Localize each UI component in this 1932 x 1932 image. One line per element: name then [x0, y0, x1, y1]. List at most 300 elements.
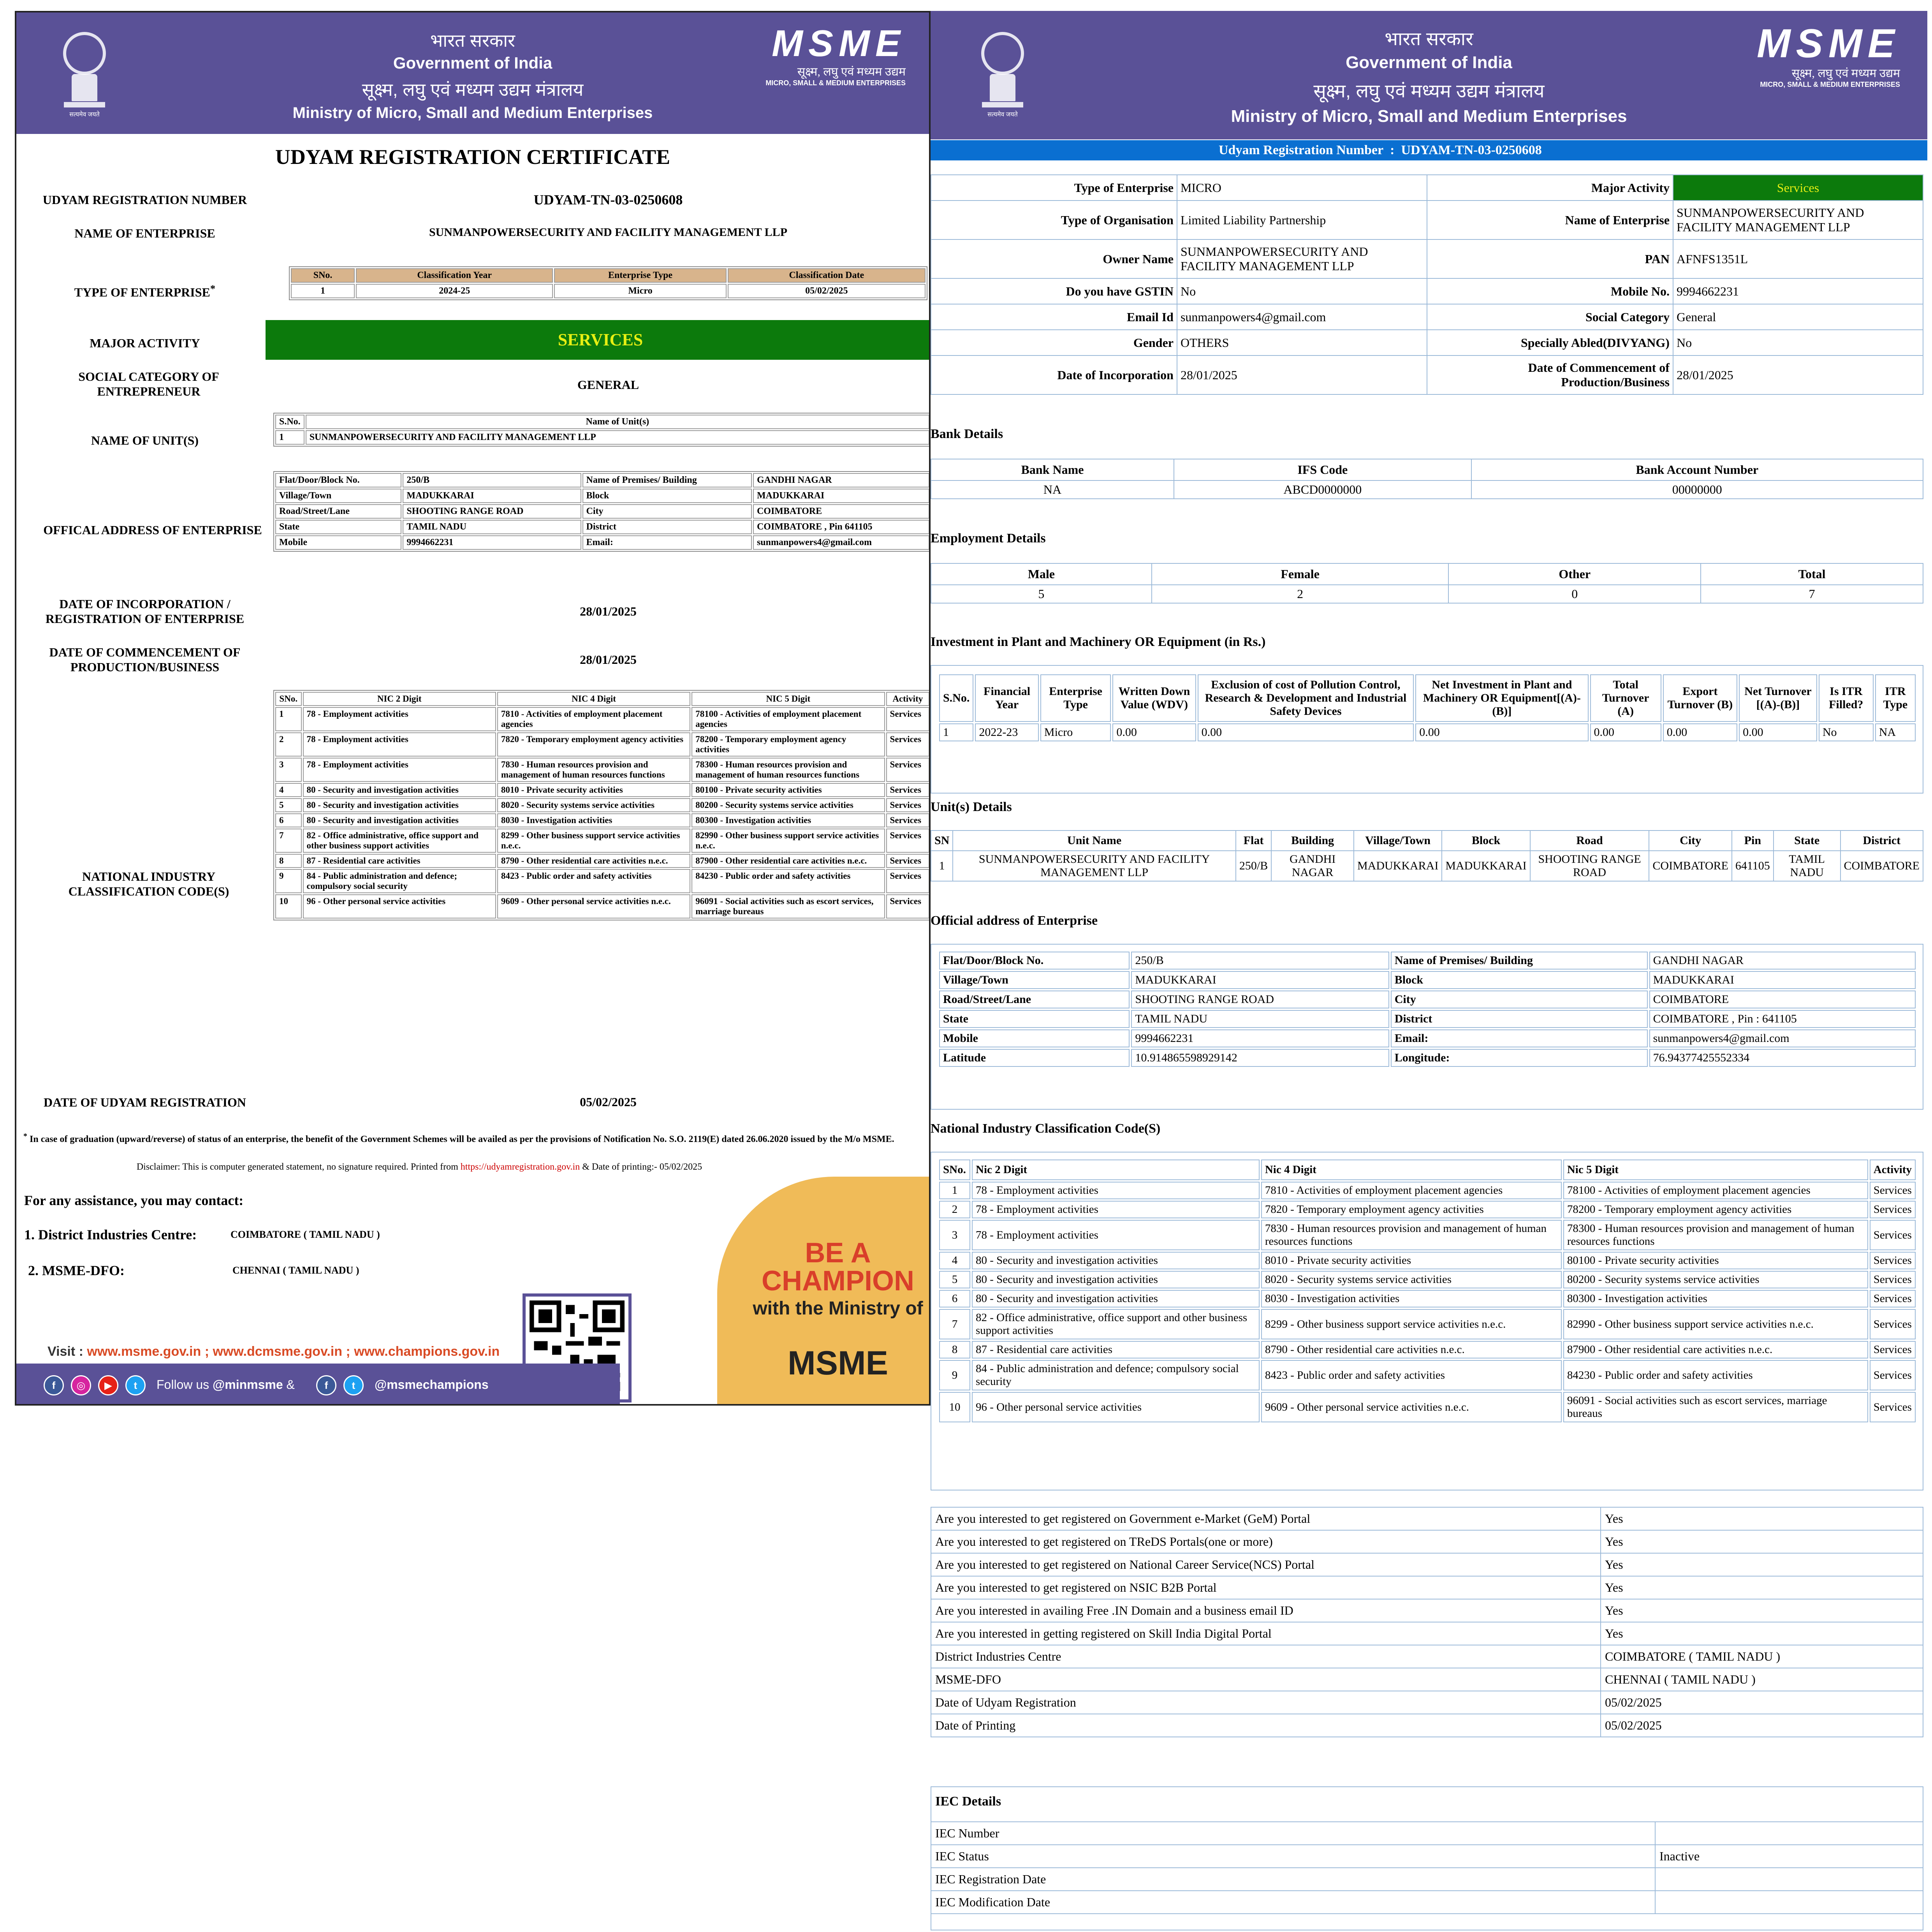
official-address-table-right — [938, 950, 1917, 1068]
unit-header: Village/Town — [1354, 831, 1442, 851]
nic-cell: 78300 - Human resources provision and management of human resources functions — [692, 758, 885, 782]
nic-cell: 4 — [275, 783, 302, 797]
investment-header: Net Turnover [(A)-(B)] — [1739, 674, 1817, 722]
handle-msmechampions[interactable]: @msmechampions — [375, 1378, 489, 1392]
address-value: MADUKKARAI — [753, 489, 929, 503]
nic-cell: 80200 - Security systems service activities — [692, 798, 885, 812]
unit-cell: TAMIL NADU — [1774, 851, 1841, 881]
info-value: Yes — [1601, 1530, 1923, 1553]
nic-cell: 78300 - Human resources provision and management of human resources functions — [1563, 1220, 1868, 1250]
employment-details-title: Employment Details — [931, 531, 1046, 545]
bank-row — [931, 480, 1923, 499]
nic-cell: 8299 - Other business support service activities n.e.c. — [497, 829, 690, 853]
profile-label: Type of Organisation — [931, 201, 1177, 239]
follow-amp: & — [286, 1378, 295, 1392]
nic-cell: 82990 - Other business support service activities n.e.c. — [1563, 1309, 1868, 1339]
nic-cell: 78200 - Temporary employment agency activities — [1563, 1201, 1868, 1218]
label-reg-number: UDYAM REGISTRATION NUMBER — [42, 193, 247, 207]
bank-cell: 00000000 — [1471, 480, 1923, 499]
investment-header: ITR Type — [1875, 674, 1916, 722]
nic-cell: 78 - Employment activities — [303, 732, 496, 757]
info-value: CHENNAI ( TAMIL NADU ) — [1601, 1668, 1923, 1691]
unit-names-table — [273, 413, 931, 447]
unit-row — [931, 851, 1923, 881]
label-incorporation: DATE OF INCORPORATION / REGISTRATION OF ENTERPRISE — [45, 597, 245, 626]
address-value: TAMIL NADU — [1131, 1010, 1389, 1028]
udyam-portal-link[interactable]: https://udyamregistration.gov.in — [460, 1162, 580, 1172]
address-label: Village/Town — [275, 489, 401, 503]
champion-headline: BE A CHAMPION — [762, 1237, 914, 1297]
nic-cell: 80100 - Private security activities — [692, 783, 885, 797]
nic-cell: 8030 - Investigation activities — [497, 813, 690, 827]
profile-value: AFNFS1351L — [1673, 239, 1923, 278]
nic-cell: Services — [886, 758, 929, 782]
label-official-address: OFFICAL ADDRESS OF ENTERPRISE — [43, 523, 262, 537]
print-date: & Date of printing:- 05/02/2025 — [582, 1162, 702, 1172]
nic-cell: 82 - Office administrative, office support and other business support activities — [303, 829, 496, 853]
nic-cell: 78 - Employment activities — [972, 1201, 1260, 1218]
registration-number-bar — [931, 140, 1927, 160]
unit-cell: MADUKKARAI — [1354, 851, 1442, 881]
reg-bar-sep: : — [1390, 143, 1395, 157]
msme-websites[interactable]: www.msme.gov.in ; www.dcmsme.gov.in ; www.champions.gov.in — [87, 1344, 500, 1359]
value-reg-number: UDYAM-TN-03-0250608 — [533, 192, 683, 208]
nic-row — [275, 813, 929, 827]
profile-value: No — [1177, 278, 1427, 304]
address-value: MADUKKARAI — [403, 489, 581, 503]
nic-cell: 7820 - Temporary employment agency activities — [1261, 1201, 1562, 1218]
nic-row — [275, 783, 929, 797]
info-value — [1655, 1868, 1923, 1891]
nic-cell: 96 - Other personal service activities — [303, 894, 496, 918]
address-label: Road/Street/Lane — [939, 991, 1130, 1008]
bank-header: Bank Name — [931, 459, 1174, 480]
champion-msme: MSME — [788, 1344, 888, 1382]
profile-row — [931, 330, 1923, 355]
banner-english-ministry: Ministry of Micro, Small and Medium Enterprises — [1231, 107, 1627, 126]
info-label: Are you interested to get registered on TReDS Portals(one or more) — [931, 1530, 1601, 1553]
unit-cell: 1 — [275, 430, 304, 445]
employment-cell: 7 — [1701, 585, 1923, 603]
unit-cell: MADUKKARAI — [1442, 851, 1530, 881]
nic-table-left — [273, 690, 931, 920]
value-udyam-date: 05/02/2025 — [580, 1095, 637, 1109]
unit-details-title: Unit(s) Details — [931, 800, 1012, 814]
employment-header: Female — [1152, 563, 1449, 585]
info-value: Inactive — [1655, 1845, 1923, 1868]
address-label: City — [582, 504, 752, 519]
nic-cell: Services — [886, 783, 929, 797]
nic-header: SNo. — [275, 692, 302, 706]
nic-cell: 78100 - Activities of employment placement agencies — [1563, 1182, 1868, 1199]
info-label: IEC Modification Date — [931, 1891, 1655, 1914]
msme-logo-english: MICRO, SMALL & MEDIUM ENTERPRISES — [1760, 81, 1900, 88]
nic-cell: 7 — [939, 1309, 970, 1339]
info-value: Yes — [1601, 1553, 1923, 1576]
nic-cell: 8020 - Security systems service activities — [1261, 1271, 1562, 1288]
investment-cell: Micro — [1040, 723, 1111, 741]
nic-cell: 82990 - Other business support service activities n.e.c. — [692, 829, 885, 853]
footnote — [23, 1130, 927, 1145]
info-row — [931, 1553, 1923, 1576]
nic-cell: Services — [1870, 1252, 1916, 1269]
profile-value: 9994662231 — [1673, 278, 1923, 304]
iec-row — [931, 1891, 1923, 1914]
address-row — [275, 520, 929, 534]
investment-header: Total Turnover (A) — [1590, 674, 1661, 722]
info-value — [1655, 1822, 1923, 1845]
unit-header: Unit Name — [953, 831, 1236, 851]
nic-cell: Services — [1870, 1309, 1916, 1339]
emblem-motto: सत्यमेव जयते — [987, 111, 1018, 118]
employment-row — [931, 585, 1923, 603]
unit-cell: SUNMANPOWERSECURITY AND FACILITY MANAGEMENT LLP — [953, 851, 1236, 881]
nic-cell: 80 - Security and investigation activities — [972, 1252, 1260, 1269]
unit-header: District — [1841, 831, 1923, 851]
nic-cell: 5 — [939, 1271, 970, 1288]
address-value: GANDHI NAGAR — [753, 473, 929, 487]
nic-cell: Services — [886, 869, 929, 893]
nic-cell: 2 — [939, 1201, 970, 1218]
unit-header: Road — [1530, 831, 1649, 851]
unit-details-table — [931, 830, 1923, 882]
enterprise-profile-table — [931, 174, 1923, 395]
info-value: 05/02/2025 — [1601, 1714, 1923, 1737]
address-row — [939, 1049, 1916, 1067]
investment-cell: 0.00 — [1663, 723, 1737, 741]
info-label: Date of Printing — [931, 1714, 1601, 1737]
address-row — [939, 971, 1916, 989]
unit-cell: 250/B — [1236, 851, 1271, 881]
cls-cell: Micro — [554, 284, 726, 298]
nic-cell: 96091 - Social activities such as escort services, marriage bureaus — [692, 894, 885, 918]
profile-value: sunmanpowers4@gmail.com — [1177, 304, 1427, 330]
nic-cell: 10 — [275, 894, 302, 918]
info-row — [931, 1645, 1923, 1668]
facebook-icon[interactable]: f — [316, 1375, 336, 1395]
nic-row — [939, 1309, 1916, 1339]
youtube-icon[interactable]: ▶ — [98, 1375, 118, 1395]
investment-header-row — [939, 674, 1916, 722]
cls-header: Enterprise Type — [554, 268, 726, 283]
nic-cell: 7810 - Activities of employment placement agencies — [497, 707, 690, 731]
unit-cell: 1 — [931, 851, 953, 881]
type-asterisk: * — [210, 283, 216, 294]
twitter-icon[interactable]: t — [343, 1375, 364, 1395]
investment-header: S.No. — [939, 674, 973, 722]
bank-header: IFS Code — [1174, 459, 1471, 480]
label-udyam-date: DATE OF UDYAM REGISTRATION — [43, 1095, 246, 1109]
nic-cell: Services — [886, 894, 929, 918]
info-row — [931, 1530, 1923, 1553]
profile-row — [931, 201, 1923, 239]
profile-value: SUNMANPOWERSECURITY AND FACILITY MANAGEMENT LLP — [1673, 201, 1923, 239]
nic-cell: 1 — [939, 1182, 970, 1199]
bank-details-title: Bank Details — [931, 427, 1003, 441]
address-label: Email: — [582, 535, 752, 550]
follow-bar — [16, 1364, 620, 1406]
label-nic: NATIONAL INDUSTRY CLASSIFICATION CODE(S) — [68, 869, 229, 898]
nic-cell: Services — [886, 707, 929, 731]
nic-header: NIC 4 Digit — [497, 692, 690, 706]
unit-header-row — [931, 831, 1923, 851]
employment-details-table — [931, 563, 1923, 604]
info-label: Are you interested in availing Free .IN Domain and a business email ID — [931, 1599, 1601, 1622]
address-label: Mobile — [275, 535, 401, 550]
iec-row — [931, 1868, 1923, 1891]
profile-value: General — [1673, 304, 1923, 330]
address-label: District — [1391, 1010, 1648, 1028]
nic-row — [939, 1392, 1916, 1422]
nic-header: NIC 5 Digit — [692, 692, 885, 706]
iec-table — [931, 1821, 1923, 1914]
footnote-asterisk: * — [23, 1132, 27, 1140]
msme-logo — [1757, 23, 1900, 89]
cls-cell: 05/02/2025 — [728, 284, 926, 298]
nic-cell: 87900 - Other residential care activities n.e.c. — [692, 854, 885, 868]
nic-cell: 80300 - Investigation activities — [692, 813, 885, 827]
investment-cell: NA — [1875, 723, 1916, 741]
official-address-table — [273, 471, 931, 552]
address-value: GANDHI NAGAR — [1649, 952, 1916, 970]
unit-cell: COIMBATORE — [1841, 851, 1923, 881]
nic-cell: 8423 - Public order and safety activities — [497, 869, 690, 893]
address-value: 250/B — [1131, 952, 1389, 970]
nic-cell: 6 — [939, 1290, 970, 1307]
reg-bar-value: UDYAM-TN-03-0250608 — [1401, 143, 1542, 157]
investment-header: Written Down Value (WDV) — [1112, 674, 1196, 722]
twitter-icon[interactable]: t — [125, 1375, 146, 1395]
banner-english-ministry: Ministry of Micro, Small and Medium Enterprises — [292, 104, 653, 121]
investment-header: Export Turnover (B) — [1663, 674, 1737, 722]
nic-cell: Services — [886, 732, 929, 757]
profile-label: Gender — [931, 330, 1177, 355]
address-label: Name of Premises/ Building — [1391, 952, 1648, 970]
major-activity-services-bar: SERVICES — [266, 320, 931, 360]
banner-hindi-ministry: सूक्ष्म, लघु एवं मध्यम उद्यम मंत्रालय — [362, 79, 584, 100]
nic-cell: 84 - Public administration and defence; compulsory social security — [303, 869, 496, 893]
profile-label: Date of Commencement of Production/Business — [1427, 355, 1673, 394]
address-label: Email: — [1391, 1029, 1648, 1047]
profile-row — [931, 175, 1923, 201]
nic-cell: 8 — [275, 854, 302, 868]
nic-row — [939, 1182, 1916, 1199]
info-label: Are you interested in getting registered on Skill India Digital Portal — [931, 1622, 1601, 1645]
info-value: Yes — [1601, 1507, 1923, 1530]
nic-header: Activity — [886, 692, 929, 706]
nic-cell: 87 - Residential care activities — [972, 1341, 1260, 1358]
nic-cell: Services — [1870, 1220, 1916, 1250]
nic-cell: 8010 - Private security activities — [497, 783, 690, 797]
nic-row — [939, 1201, 1916, 1218]
nic-cell: Services — [1870, 1182, 1916, 1199]
unit-header: Building — [1271, 831, 1354, 851]
nic-cell: Services — [1870, 1392, 1916, 1422]
label-type-of-enterprise — [24, 281, 266, 300]
address-label: Name of Premises/ Building — [582, 473, 752, 487]
address-value: COIMBATORE — [1649, 991, 1916, 1008]
nic-cell: 8790 - Other residential care activities n.e.c. — [1261, 1341, 1562, 1358]
cls-cell: 1 — [291, 284, 355, 298]
investment-header: Net Investment in Plant and Machinery OR Equipment[(A)-(B)] — [1415, 674, 1588, 722]
info-label: MSME-DFO — [931, 1668, 1601, 1691]
nic-cell: 8010 - Private security activities — [1261, 1252, 1562, 1269]
nic-cell: 80100 - Private security activities — [1563, 1252, 1868, 1269]
address-value: COIMBATORE , Pin : 641105 — [1649, 1010, 1916, 1028]
nic-cell: 7 — [275, 829, 302, 853]
nic-header: Nic 4 Digit — [1261, 1160, 1562, 1180]
investment-row — [939, 723, 1916, 741]
nic-header-row — [275, 692, 929, 706]
instagram-icon[interactable]: ◎ — [71, 1375, 91, 1395]
nic-header: Activity — [1870, 1160, 1916, 1180]
address-label: City — [1391, 991, 1648, 1008]
investment-cell: 0.00 — [1112, 723, 1196, 741]
nic-cell: 7830 - Human resources provision and management of human resources functions — [1261, 1220, 1562, 1250]
info-label: Are you interested to get registered on Government e-Market (GeM) Portal — [931, 1507, 1601, 1530]
address-value: 10.914865598929142 — [1131, 1049, 1389, 1067]
address-label: State — [275, 520, 401, 534]
info-row — [931, 1622, 1923, 1645]
nic-cell: 80 - Security and investigation activities — [303, 783, 496, 797]
profile-value: No — [1673, 330, 1923, 355]
bank-header: Bank Account Number — [1471, 459, 1923, 480]
iec-row — [931, 1822, 1923, 1845]
banner-hindi-gov: भारत सरकार — [430, 30, 516, 51]
investment-header: Is ITR Filled? — [1819, 674, 1874, 722]
address-row — [275, 489, 929, 503]
info-value — [1655, 1891, 1923, 1914]
emblem-motto: सत्यमेव जयते — [69, 111, 100, 118]
employment-cell: 0 — [1448, 585, 1701, 603]
be-a-champion-banner — [717, 1177, 931, 1406]
address-label: District — [582, 520, 752, 534]
investment-cell: 0.00 — [1415, 723, 1588, 741]
profile-label: Type of Enterprise — [931, 175, 1177, 201]
msme-logo-text: MSME — [1757, 21, 1900, 66]
nic-row — [275, 798, 929, 812]
nic-header: Nic 5 Digit — [1563, 1160, 1868, 1180]
info-label: Are you interested to get registered on NSIC B2B Portal — [931, 1576, 1601, 1599]
profile-value: MICRO — [1177, 175, 1427, 201]
nic-cell: 78 - Employment activities — [972, 1182, 1260, 1199]
banner-hindi-ministry: सूक्ष्म, लघु एवं मध्यम उद्यम मंत्रालय — [1313, 81, 1545, 102]
nic-cell: 80200 - Security systems service activities — [1563, 1271, 1868, 1288]
address-value: SHOOTING RANGE ROAD — [403, 504, 581, 519]
nic-cell: Services — [1870, 1290, 1916, 1307]
nic-cell: 82 - Office administrative, office support and other business support activities — [972, 1309, 1260, 1339]
unit-cell: COIMBATORE — [1649, 851, 1731, 881]
nic-cell: Services — [1870, 1360, 1916, 1390]
nic-cell: Services — [1870, 1271, 1916, 1288]
unit-cell: 641105 — [1732, 851, 1774, 881]
address-value: TAMIL NADU — [403, 520, 581, 534]
nic-cell: 8790 - Other residential care activities n.e.c. — [497, 854, 690, 868]
nic-cell: 96 - Other personal service activities — [972, 1392, 1260, 1422]
disclaimer — [16, 1162, 822, 1172]
additional-info-table — [931, 1507, 1923, 1737]
nic-row — [939, 1220, 1916, 1250]
nic-row — [275, 732, 929, 757]
label-social-category: SOCIAL CATEGORY OF ENTREPRENEUR — [78, 370, 219, 398]
certificate-banner — [16, 12, 929, 134]
investment-cell: 0.00 — [1739, 723, 1817, 741]
profile-label: PAN — [1427, 239, 1673, 278]
address-value: COIMBATORE — [753, 504, 929, 519]
profile-value: 28/01/2025 — [1177, 355, 1427, 394]
value-social-category: GENERAL — [577, 378, 639, 392]
employment-header: Other — [1448, 563, 1701, 585]
employment-cell: 2 — [1152, 585, 1449, 603]
nic-row — [275, 869, 929, 893]
facebook-icon[interactable]: f — [44, 1375, 64, 1395]
address-row — [275, 473, 929, 487]
value-enterprise-name: SUNMANPOWERSECURITY AND FACILITY MANAGEMENT LLP — [429, 226, 788, 239]
nic-cell: 78 - Employment activities — [303, 758, 496, 782]
nic-table-right — [938, 1158, 1917, 1424]
profile-value: SUNMANPOWERSECURITY AND FACILITY MANAGEMENT LLP — [1177, 239, 1427, 278]
iec-title: IEC Details — [935, 1794, 1001, 1809]
handle-minmsme[interactable]: @minmsme — [213, 1378, 283, 1392]
follow-label: Follow us — [157, 1378, 209, 1392]
cls-cell: 2024-25 — [356, 284, 553, 298]
nic-cell: 7830 - Human resources provision and management of human resources functions — [497, 758, 690, 782]
label-enterprise-name: NAME OF ENTERPRISE — [74, 226, 215, 240]
msme-logo-hindi: सूक्ष्म, लघु एवं मध्यम उद्यम — [1791, 67, 1900, 80]
msme-logo-text: MSME — [772, 23, 906, 64]
footnote-text: In case of graduation (upward/reverse) of status of an enterprise, the benefit of the Government Schemes will be availed as per the provisions of Notification No. S.O. 2119(E) dated 26.06.2020 issued by the M/o MSME. — [30, 1134, 894, 1144]
address-value: 250/B — [403, 473, 581, 487]
nic-header-row — [939, 1160, 1916, 1180]
nic-cell: 80 - Security and investigation activities — [303, 813, 496, 827]
investment-header: Financial Year — [975, 674, 1039, 722]
profile-row — [931, 239, 1923, 278]
nic-cell: 8020 - Security systems service activities — [497, 798, 690, 812]
nic-cell: 9 — [275, 869, 302, 893]
investment-cell: 2022-23 — [975, 723, 1039, 741]
nic-cell: 87 - Residential care activities — [303, 854, 496, 868]
nic-cell: 80 - Security and investigation activities — [972, 1271, 1260, 1288]
profile-value: OTHERS — [1177, 330, 1427, 355]
nic-header: SNo. — [939, 1160, 970, 1180]
info-value: Yes — [1601, 1622, 1923, 1645]
unit-cell: SUNMANPOWERSECURITY AND FACILITY MANAGEMENT LLP — [306, 430, 929, 445]
nic-cell: 3 — [275, 758, 302, 782]
nic-header: NIC 2 Digit — [303, 692, 496, 706]
address-value: 9994662231 — [1131, 1029, 1389, 1047]
cls-header: SNo. — [291, 268, 355, 283]
address-value: 76.94377425552334 — [1649, 1049, 1916, 1067]
nic-cell: 84 - Public administration and defence; compulsory social security — [972, 1360, 1260, 1390]
disclaimer-text: Disclaimer: This is computer generated statement, no signature required. Printed from — [136, 1162, 458, 1172]
info-row — [931, 1668, 1923, 1691]
info-value: Yes — [1601, 1599, 1923, 1622]
investment-header: Enterprise Type — [1040, 674, 1111, 722]
info-row — [931, 1714, 1923, 1737]
info-row — [931, 1599, 1923, 1622]
nic-row — [275, 829, 929, 853]
investment-cell: 0.00 — [1590, 723, 1661, 741]
profile-label: Owner Name — [931, 239, 1177, 278]
address-row — [275, 504, 929, 519]
follow-text — [157, 1378, 295, 1392]
nic-cell: 96091 - Social activities such as escort services, marriage bureaus — [1563, 1392, 1868, 1422]
info-label: IEC Status — [931, 1845, 1655, 1868]
dic-value: COIMBATORE ( TAMIL NADU ) — [231, 1229, 380, 1240]
profile-label: Specially Abled(DIVYANG) — [1427, 330, 1673, 355]
address-value: MADUKKARAI — [1649, 971, 1916, 989]
label-major-activity: MAJOR ACTIVITY — [90, 336, 200, 350]
